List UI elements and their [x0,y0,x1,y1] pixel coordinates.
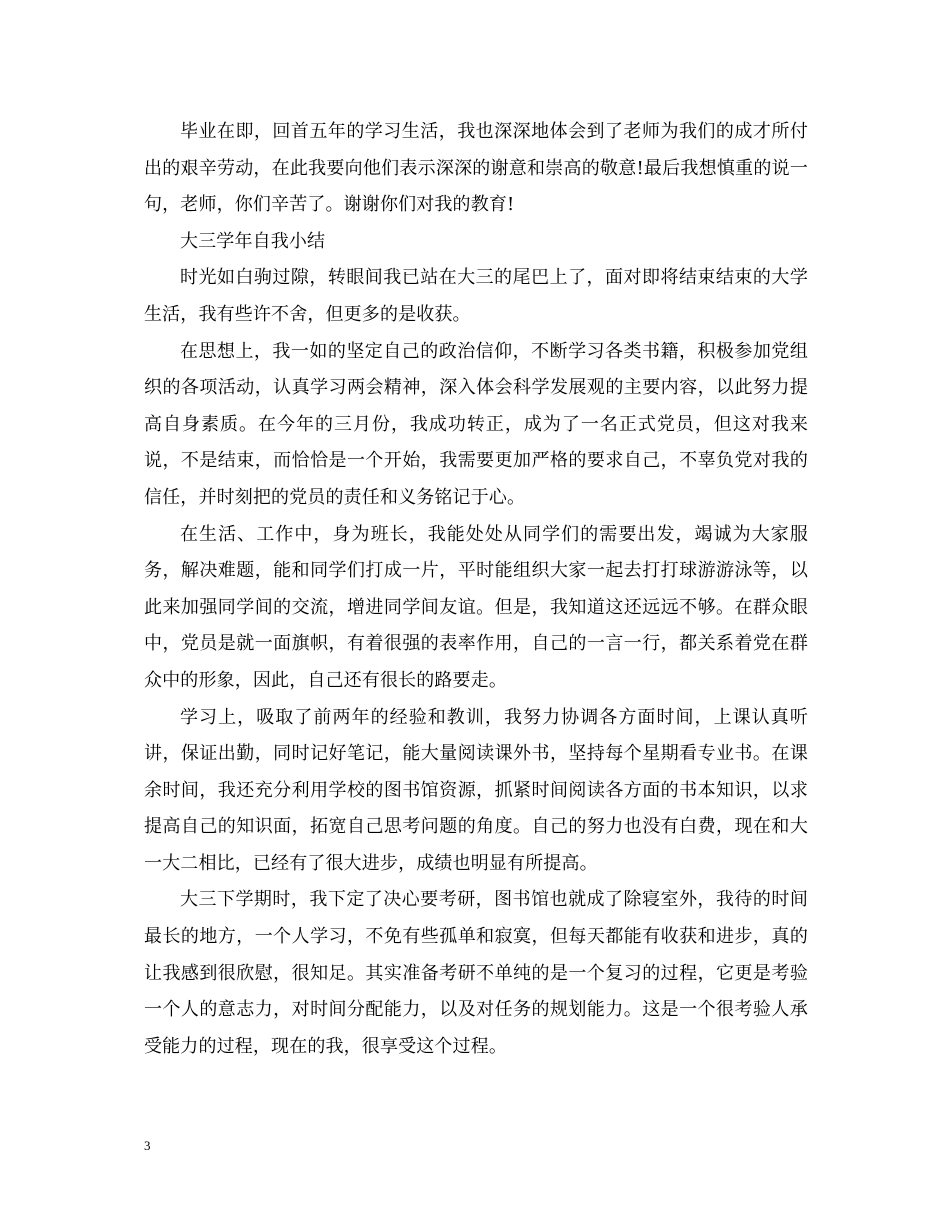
document-body [144,114,808,1065]
paragraph-life-work: 在生活、工作中，身为班长，我能处处从同学们的需要出发，竭诚为大家服务，解决难题，能和同学们打成一片，平时能组织大家一起去打打球游游泳等，以此来加强同学间的交流，增进同学间友谊。但是，我知道这还远远不够。在群众眼中，党员是就一面旗帜，有着很强的表率作用，自己的一言一行，都关系着党在群众中的形象，因此，自己还有很长的路要走。 [144,523,808,691]
page-number: 3 [144,1138,151,1153]
paragraph-graduation-thanks: 毕业在即，回首五年的学习生活，我也深深地体会到了老师为我们的成才所付出的艰辛劳动，在此我要向他们表示深深的谢意和崇高的敬意!最后我想慎重的说一句，老师，你们辛苦了。谢谢你们对我的教育! [144,121,808,216]
paragraph-study: 学习上，吸取了前两年的经验和教训，我努力协调各方面时间，上课认真听讲，保证出勤，同时记好笔记，能大量阅读课外书，坚持每个星期看专业书。在课余时间，我还充分利用学校的图书馆资源，抓紧时间阅读各方面的书本知识，以求提高自己的知识面，拓宽自己思考问题的角度。自己的努力也没有白费，现在和大一大二相比，已经有了很大进步，成绩也明显有所提高。 [144,706,808,874]
paragraph-exam-prep: 大三下学期时，我下定了决心要考研，图书馆也就成了除寝室外，我待的时间最长的地方，一个人学习，不免有些孤单和寂寞，但每天都能有收获和进步，真的让我感到很欣慰，很知足。其实准备考研不单纯的是一个复习的过程，它更是考验一个人的意志力，对时间分配能力，以及对任务的规划能力。这是一个很考验人承受能力的过程，现在的我，很享受这个过程。 [144,889,808,1057]
paragraph-intro: 时光如白驹过隙，转眼间我已站在大三的尾巴上了，面对即将结束结束的大学生活，我有些许不舍，但更多的是收获。 [144,267,808,325]
paragraph-ideology: 在思想上，我一如的坚定自己的政治信仰，不断学习各类书籍，积极参加党组织的各项活动，认真学习两会精神，深入体会科学发展观的主要内容，以此努力提高自身素质。在今年的三月份，我成功转正，成为了一名正式党员，但这对我来说，不是结束，而恰恰是一个开始，我需要更加严格的要求自己，不辜负党对我的信任，并时刻把的党员的责任和义务铭记于心。 [144,340,808,508]
section-heading: 大三学年自我小结 [180,230,326,252]
